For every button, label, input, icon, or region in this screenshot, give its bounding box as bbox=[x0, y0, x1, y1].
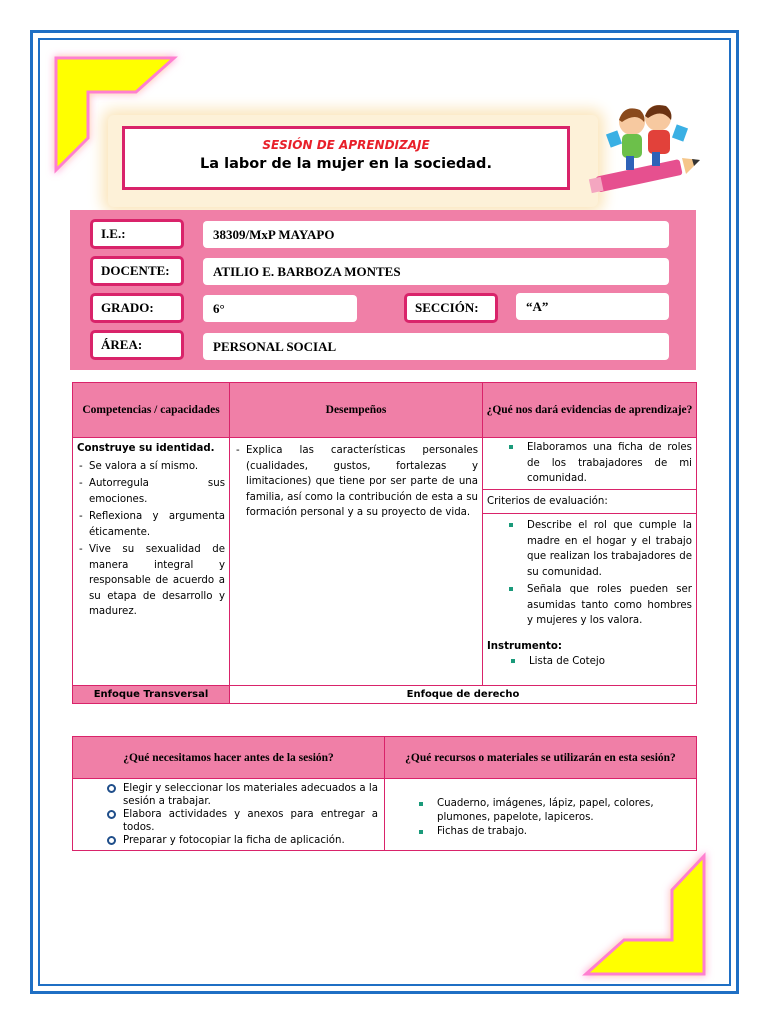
list-item: - Se valora a sí mismo. bbox=[77, 459, 225, 475]
session-label: SESIÓN DE APRENDIZAJE bbox=[262, 138, 430, 152]
area-label: ÁREA: bbox=[90, 330, 184, 360]
instrument-title: Instrumento: bbox=[487, 640, 562, 652]
seccion-label: SECCIÓN: bbox=[404, 293, 498, 323]
performance-text: - Explica las características personales (cualidades, gustos, fortalezas y limitaciones) que tiene por ser parte de una familia, así como la contribución de esta a su formación personal y a su proyecto de vida. bbox=[234, 443, 478, 521]
list-item: Fichas de trabajo. bbox=[389, 825, 692, 839]
header-desempenos: Desempeños bbox=[230, 383, 483, 438]
corner-decoration-bottom-right bbox=[580, 850, 710, 980]
list-item: - Autorregula sus emociones. bbox=[77, 476, 225, 507]
competence-title: Construye su identidad. bbox=[77, 443, 215, 454]
header-evidencias: ¿Qué nos dará evidencias de aprendizaje? bbox=[483, 383, 697, 438]
competencies-cell bbox=[73, 438, 230, 686]
competencies-table bbox=[72, 382, 697, 704]
list-item: - Vive su sexualidad de manera integral y responsable de acuerdo a su etapa de desarrollo y madurez. bbox=[77, 542, 225, 620]
area-value: PERSONAL SOCIAL bbox=[203, 333, 669, 360]
instrument-value: Lista de Cotejo bbox=[483, 654, 696, 670]
list-item: Describe el rol que cumple la madre en el hogar y el trabajo que realizan los trabajadores de su comunidad. bbox=[483, 518, 696, 580]
evidence-cell bbox=[483, 438, 697, 686]
before-session-cell bbox=[73, 779, 385, 851]
resources-cell bbox=[385, 779, 697, 851]
seccion-value: “A” bbox=[516, 293, 669, 320]
resources-list bbox=[385, 779, 696, 843]
list-item: Preparar y fotocopiar la ficha de aplicación. bbox=[77, 834, 380, 847]
ie-value: 38309/MxP MAYAPO bbox=[203, 221, 669, 248]
grado-value: 6° bbox=[203, 295, 357, 322]
docente-value: ATILIO E. BARBOZA MONTES bbox=[203, 258, 669, 285]
capacities-list bbox=[77, 459, 225, 620]
preparation-table bbox=[72, 736, 697, 851]
title-box bbox=[122, 126, 570, 190]
children-pencil-illustration bbox=[588, 98, 704, 198]
list-item: Señala que roles pueden ser asumidas tanto como hombres y mujeres y los valora. bbox=[483, 582, 696, 629]
footer-enfoque-label: Enfoque Transversal bbox=[73, 686, 230, 704]
performance-cell bbox=[230, 438, 483, 686]
list-item: - Reflexiona y argumenta éticamente. bbox=[77, 509, 225, 540]
ie-label: I.E.: bbox=[90, 219, 184, 249]
criteria-list bbox=[483, 514, 696, 629]
criteria-title: Criterios de evaluación: bbox=[483, 489, 696, 515]
header-resources: ¿Qué recursos o materiales se utilizarán en esta sesión? bbox=[385, 737, 697, 779]
list-item: Cuaderno, imágenes, lápiz, papel, colores, plumones, papelote, lapiceros. bbox=[389, 797, 692, 825]
docente-label: DOCENTE: bbox=[90, 256, 184, 286]
header-before-session: ¿Qué necesitamos hacer antes de la sesión? bbox=[73, 737, 385, 779]
footer-enfoque-value: Enfoque de derecho bbox=[230, 686, 697, 704]
list-item: Elabora actividades y anexos para entregar a todos. bbox=[77, 808, 380, 834]
evidence-text: Elaboramos una ficha de roles de los trabajadores de mi comunidad. bbox=[483, 440, 696, 487]
before-session-list bbox=[73, 779, 384, 849]
header-competencias: Competencias / capacidades bbox=[73, 383, 230, 438]
page-title: La labor de la mujer en la sociedad. bbox=[200, 156, 492, 172]
info-panel bbox=[70, 210, 696, 370]
list-item: Elegir y seleccionar los materiales adecuados a la sesión a trabajar. bbox=[77, 782, 380, 808]
grado-label: GRADO: bbox=[90, 293, 184, 323]
